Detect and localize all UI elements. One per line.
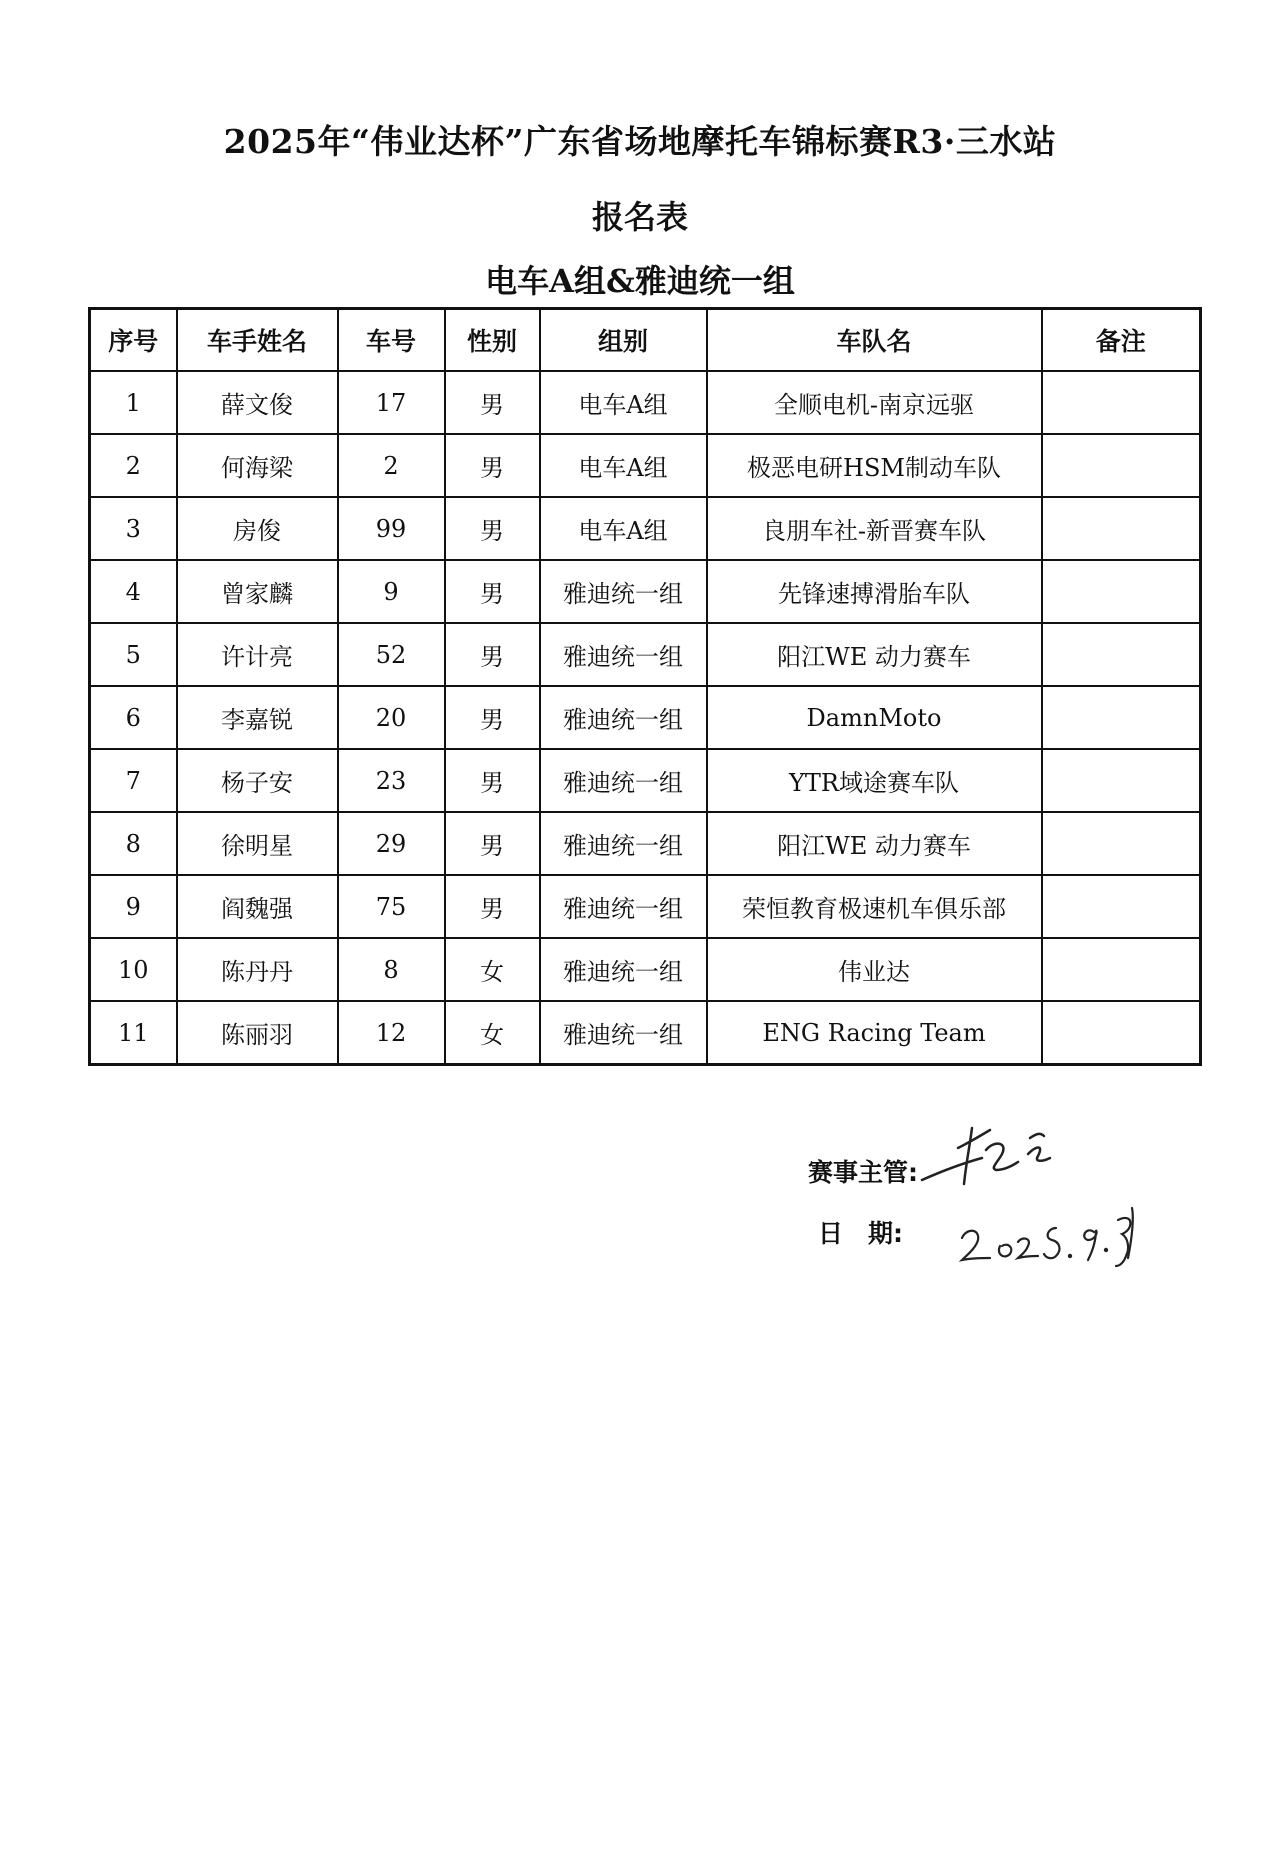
table-row — [90, 1001, 1201, 1065]
table-row — [90, 875, 1201, 938]
cell-remark — [1042, 749, 1201, 812]
cell-rider-name: 阎魏强 — [177, 875, 338, 938]
cell-team: 阳江WE 动力赛车 — [707, 812, 1042, 875]
table-row — [90, 938, 1201, 1001]
cell-gender: 男 — [445, 749, 540, 812]
column-header: 序号 — [90, 309, 177, 372]
cell-team: 先锋速搏滑胎车队 — [707, 560, 1042, 623]
cell-team: 良朋车社-新晋赛车队 — [707, 497, 1042, 560]
cell-team: ENG Racing Team — [707, 1001, 1042, 1065]
cell-gender: 男 — [445, 623, 540, 686]
cell-number: 23 — [338, 749, 445, 812]
cell-number: 75 — [338, 875, 445, 938]
cell-category: 雅迪统一组 — [540, 560, 707, 623]
cell-number: 29 — [338, 812, 445, 875]
cell-rider-name: 房俊 — [177, 497, 338, 560]
table-row — [90, 497, 1201, 560]
cell-number: 12 — [338, 1001, 445, 1065]
table-body — [90, 371, 1201, 1065]
cell-index: 5 — [90, 623, 177, 686]
cell-index: 1 — [90, 371, 177, 434]
cell-gender: 男 — [445, 497, 540, 560]
signature-block — [808, 1120, 1228, 1270]
cell-category: 电车A组 — [540, 371, 707, 434]
column-header: 性别 — [445, 309, 540, 372]
cell-category: 电车A组 — [540, 497, 707, 560]
cell-team: 全顺电机-南京远驱 — [707, 371, 1042, 434]
cell-remark — [1042, 812, 1201, 875]
cell-team: 极恶电研HSM制动车队 — [707, 434, 1042, 497]
cell-index: 6 — [90, 686, 177, 749]
column-header: 车队名 — [707, 309, 1042, 372]
document-title: 2025年“伟业达杯”广东省场地摩托车锦标赛R3·三水站 — [223, 122, 1057, 161]
cell-rider-name: 杨子安 — [177, 749, 338, 812]
supervisor-label: 赛事主管: — [808, 1158, 918, 1187]
cell-category: 雅迪统一组 — [540, 1001, 707, 1065]
cell-category: 雅迪统一组 — [540, 875, 707, 938]
table-row — [90, 560, 1201, 623]
document-subtitle: 报名表 — [591, 198, 688, 236]
cell-index: 2 — [90, 434, 177, 497]
cell-rider-name: 陈丹丹 — [177, 938, 338, 1001]
cell-remark — [1042, 623, 1201, 686]
cell-number: 20 — [338, 686, 445, 749]
cell-remark — [1042, 371, 1201, 434]
handwritten-signature-icon — [920, 1120, 1090, 1190]
cell-index: 8 — [90, 812, 177, 875]
column-header: 备注 — [1042, 309, 1201, 372]
group-title: 电车A组&雅迪统一组 — [485, 262, 795, 300]
table-row — [90, 623, 1201, 686]
cell-rider-name: 李嘉锐 — [177, 686, 338, 749]
cell-category: 雅迪统一组 — [540, 938, 707, 1001]
cell-remark — [1042, 875, 1201, 938]
cell-category: 雅迪统一组 — [540, 623, 707, 686]
cell-index: 3 — [90, 497, 177, 560]
cell-number: 9 — [338, 560, 445, 623]
cell-gender: 男 — [445, 371, 540, 434]
column-header: 组别 — [540, 309, 707, 372]
cell-number: 52 — [338, 623, 445, 686]
table-header-row — [90, 309, 1201, 372]
cell-gender: 男 — [445, 560, 540, 623]
cell-gender: 男 — [445, 434, 540, 497]
cell-index: 10 — [90, 938, 177, 1001]
cell-number: 2 — [338, 434, 445, 497]
cell-gender: 女 — [445, 938, 540, 1001]
table-row — [90, 371, 1201, 434]
cell-team: 阳江WE 动力赛车 — [707, 623, 1042, 686]
cell-rider-name: 薛文俊 — [177, 371, 338, 434]
cell-index: 7 — [90, 749, 177, 812]
table-row — [90, 434, 1201, 497]
cell-remark — [1042, 1001, 1201, 1065]
cell-category: 电车A组 — [540, 434, 707, 497]
cell-remark — [1042, 938, 1201, 1001]
date-label: 日 期: — [818, 1219, 903, 1248]
cell-category: 雅迪统一组 — [540, 749, 707, 812]
cell-index: 4 — [90, 560, 177, 623]
table-row — [90, 749, 1201, 812]
table-row — [90, 812, 1201, 875]
cell-team: YTR域途赛车队 — [707, 749, 1042, 812]
cell-rider-name: 徐明星 — [177, 812, 338, 875]
cell-remark — [1042, 497, 1201, 560]
cell-gender: 男 — [445, 875, 540, 938]
cell-team: 荣恒教育极速机车俱乐部 — [707, 875, 1042, 938]
handwritten-date-icon — [956, 1198, 1156, 1268]
registration-table — [88, 307, 1202, 1066]
cell-rider-name: 曾家麟 — [177, 560, 338, 623]
cell-gender: 男 — [445, 812, 540, 875]
cell-team: DamnMoto — [707, 686, 1042, 749]
table-row — [90, 686, 1201, 749]
cell-rider-name: 陈丽羽 — [177, 1001, 338, 1065]
cell-team: 伟业达 — [707, 938, 1042, 1001]
cell-rider-name: 何海梁 — [177, 434, 338, 497]
cell-index: 9 — [90, 875, 177, 938]
cell-rider-name: 许计亮 — [177, 623, 338, 686]
cell-index: 11 — [90, 1001, 177, 1065]
cell-gender: 男 — [445, 686, 540, 749]
cell-number: 17 — [338, 371, 445, 434]
cell-remark — [1042, 434, 1201, 497]
column-header: 车手姓名 — [177, 309, 338, 372]
cell-number: 8 — [338, 938, 445, 1001]
cell-category: 雅迪统一组 — [540, 686, 707, 749]
cell-category: 雅迪统一组 — [540, 812, 707, 875]
cell-remark — [1042, 686, 1201, 749]
cell-number: 99 — [338, 497, 445, 560]
cell-remark — [1042, 560, 1201, 623]
column-header: 车号 — [338, 309, 445, 372]
cell-gender: 女 — [445, 1001, 540, 1065]
